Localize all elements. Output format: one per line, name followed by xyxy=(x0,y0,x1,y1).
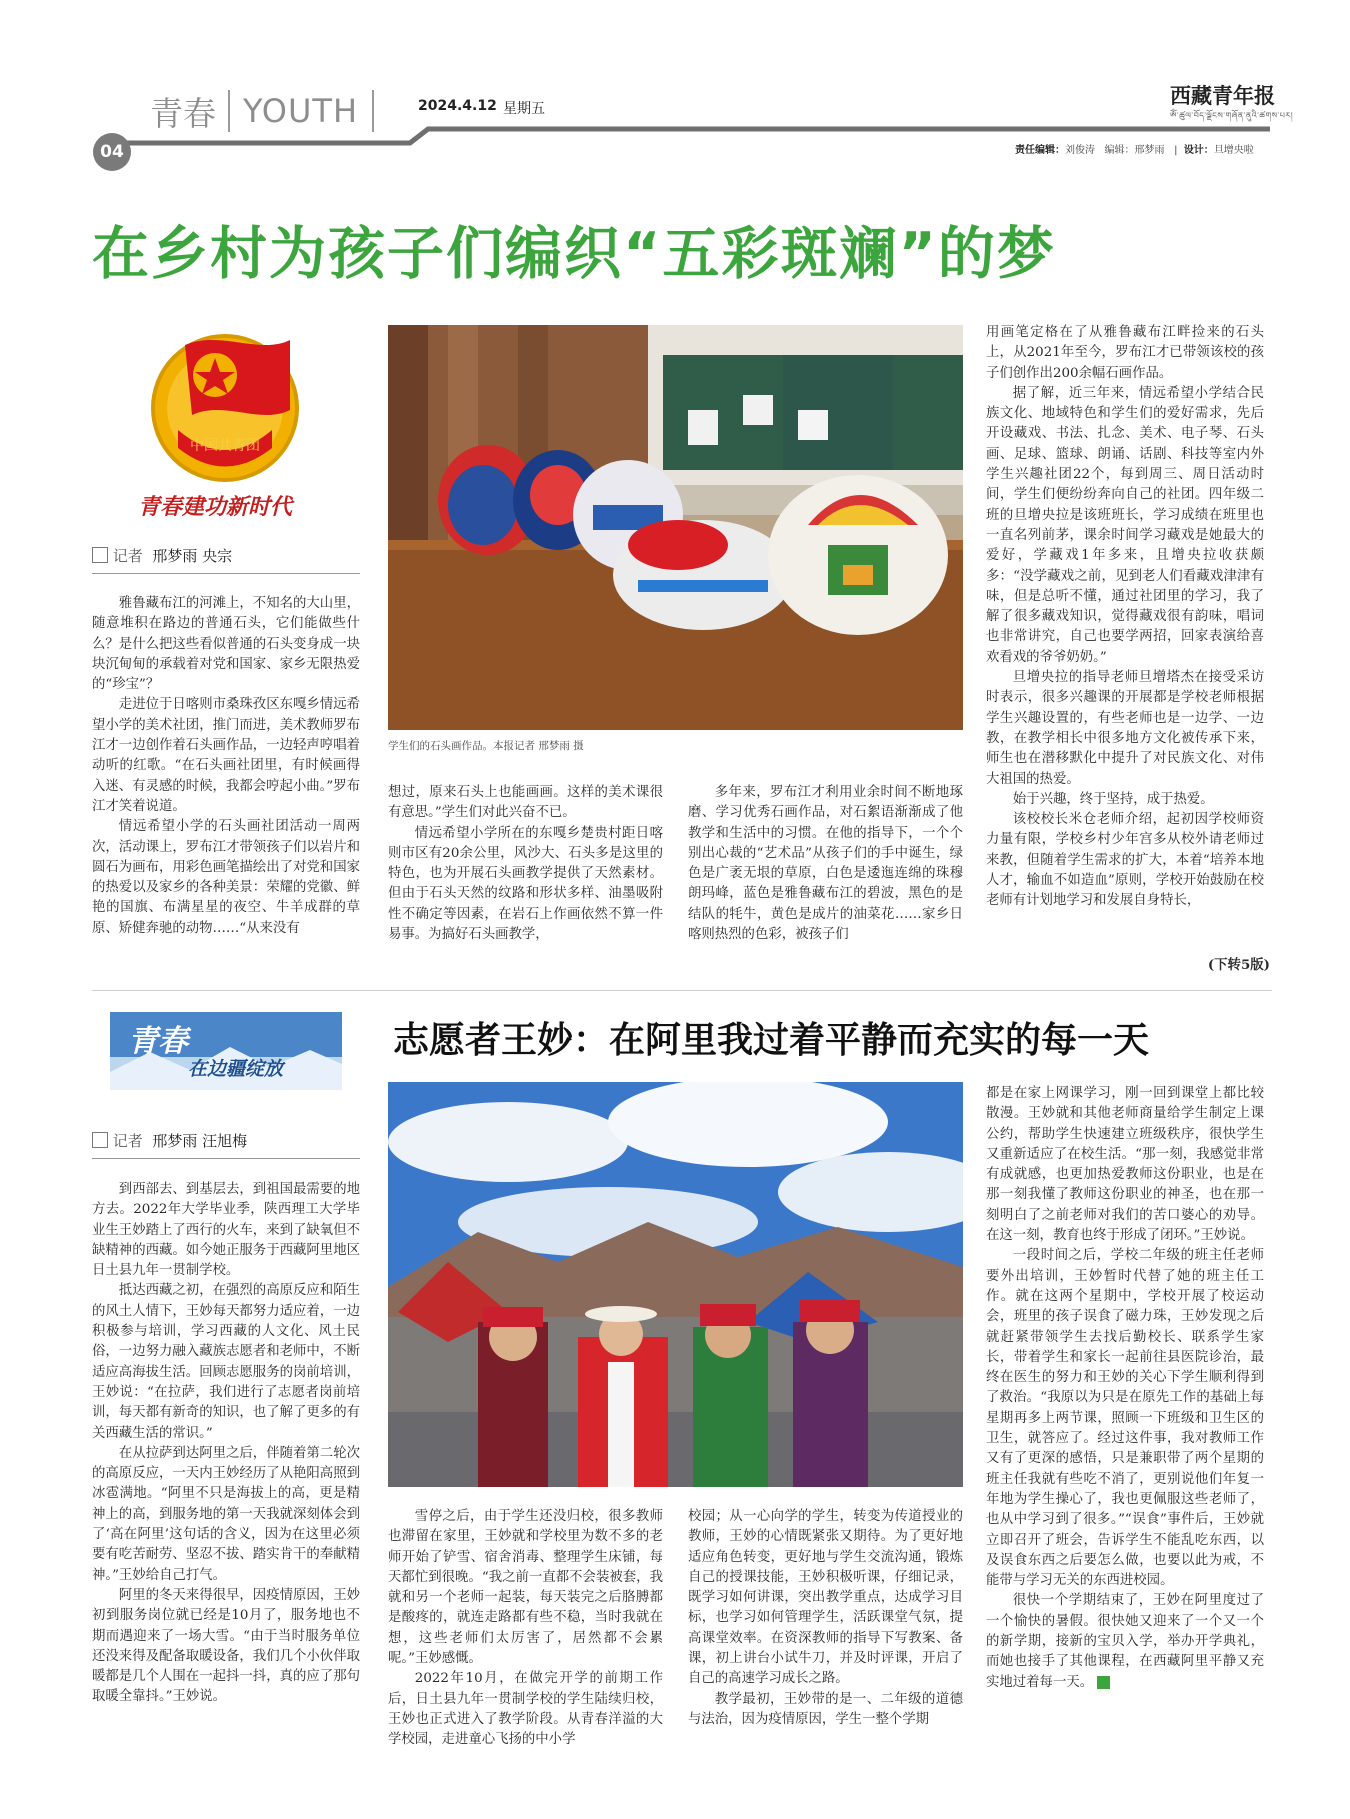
paragraph-text: 很快一个学期结束了，王妙在阿里度过了一个愉快的暑假。很快她又迎来了一个又一个的新学期，接新的宝贝入学，举办开学典礼，而她也接手了其他课程，在西藏阿里平静又充实地过着每一天。 xyxy=(986,1593,1264,1690)
paragraph: 走进位于日喀则市桑珠孜区东嘎乡情远希望小学的美术社团，推门而进，美术教师罗布江才一边创作着石头画作品，一边轻声哼唱着动听的红歌。“在石头画社团里，有时候画得入迷、有灵感的时候，我都会哼起小曲。”罗布江才笑着说道。 xyxy=(92,697,360,814)
editor-in-charge-label: 责任编辑： xyxy=(1015,145,1065,156)
photo-caption: 学生们的石头画作品。本报记者 邢梦雨 摄 xyxy=(388,740,584,752)
emblem-text: 中国共青团 xyxy=(190,438,260,454)
paragraph: 情远希望小学的石头画社团活动一周两次，活动课上，罗布江才带领孩子们以岩片和圆石为画布，用彩色画笔描绘出了对党和国家的热爱以及家乡的各种美景：荣耀的党徽、鲜艳的国旗、布满星星的夜空、牛羊成群的草原、矫健奔驰的动物……“从来没有 xyxy=(92,819,360,936)
paragraph: 教学最初，王妙带的是一、二年级的道德与法治，因为疫情原因，学生一整个学期 xyxy=(688,1691,963,1727)
painted-stones-image xyxy=(388,325,963,730)
paragraph: 该校校长米仓老师介绍，起初因学校师资力量有限，学校乡村少年宫多从校外请老师过来教，但随着学生需求的扩大，本着“培养本地人才，输血不如造血”原则，学校开始鼓励在校老师有计划地学习和发展自身特长， xyxy=(986,812,1264,909)
article1-byline xyxy=(92,545,360,566)
paragraph: 雅鲁藏布江的河滩上，不知名的大山里，随意堆积在路边的普通石头，它们能做些什么？是什么把这些看似普通的石头变身成一块块沉甸甸的承载着对党和国家、家乡无限热爱的“珍宝”？ xyxy=(92,596,360,693)
newspaper-name-tibetan: ༀ་ཚུལ་བོད་ལྗོངས་གཞོན་ནུའི་ཚགས་པར། xyxy=(1170,111,1294,120)
article1-column-2 xyxy=(388,783,663,978)
paragraph: 在从拉萨到达阿里之后，伴随着第二轮次的高原反应，一天内王妙经历了从艳阳高照到冰雹满地。“阿里不只是海拔上的高，更是精神上的高，到服务地的第一天我就深刻体会到了‘高在阿里’这句话的含义，因为在这里必须要有吃苦耐劳、坚忍不拔、踏实肯干的奉献精神。”王妙给自己打气。 xyxy=(92,1445,360,1583)
byline-rule xyxy=(92,573,360,574)
paragraph xyxy=(986,1591,1264,1692)
section-name: 青春 xyxy=(150,94,216,133)
paragraph: 都是在家上网课学习，刚一回到课堂上都比较散漫。王妙就和其他老师商量给学生制定上课公约，帮助学生快速建立班级秩序，很快学生又重新适应了在校生活。“那一刻，我感觉非常有成就感，也更加热爱教师这份职业，也是在那一刻我懂了教师这份职业的神圣，也在那一刻明白了之前老师对我们的苦口婆心的劝导。在这一刻，教育也终于形成了闭环。”王妙说。 xyxy=(986,1086,1264,1244)
banner-subtitle: 在边疆绽放 xyxy=(188,1058,284,1080)
paragraph: 校园；从一心向学的学生，转变为传道授业的教师，王妙的心情既紧张又期待。为了更好地适应角色转变，更好地与学生交流沟通，锻炼自己的授课技能，王妙积极听课，仔细记录，既学习如何讲课，突出教学重点，达成学习目标，也学习如何管理学生，活跃课堂气氛，提高课堂效率。在资深教师的指导下写教案、备课，初上讲台小试牛刀，并及时评课，开启了自己的高速学习成长之路。 xyxy=(688,1509,963,1687)
paragraph: 阿里的冬天来得很早，因疫情原因，王妙初到服务岗位就已经是10月了，服务地也不期而遇迎来了一场大雪。“由于当时服务单位还没来得及配备取暖设备，我们几个小伙伴取暖都是几个人围在一起抖一抖，真的应了那句取暖全靠抖。”王妙说。 xyxy=(92,1587,360,1705)
youth-league-emblem xyxy=(140,320,310,490)
article2-byline xyxy=(92,1130,360,1151)
byline-label: 记者 xyxy=(112,1132,143,1150)
banner-title: 青春 xyxy=(128,1024,188,1059)
pen-icon xyxy=(92,1132,108,1148)
designer-label: 设计： xyxy=(1183,145,1214,156)
section-divider xyxy=(92,990,1272,991)
paragraph: 情远希望小学所在的东嘎乡楚贵村距日喀则市区有20余公里，风沙大、石头多是这里的特色，也为开展石头画教学提供了天然素材。但由于石头天然的纹路和形状多样、油墨吸附性不确定等因素，在岩石上作画依然不算一件易事。为搞好石头画教学， xyxy=(388,825,663,943)
paragraph: 旦增央拉的指导老师旦增塔杰在接受采访时表示，很多兴趣课的开展都是学校老师根据学生兴趣设置的，有些老师也是一边学、一边教，在教学相长中很多地方文化被传承下来，师生也在潜移默化中提升了对民族文化、对伟大祖国的热爱。 xyxy=(986,670,1264,787)
byline-names: 邢梦雨 央宗 xyxy=(152,547,233,565)
paragraph: 到西部去、到基层去，到祖国最需要的地方去。2022年大学毕业季，陕西理工大学毕业生王妙踏上了西行的火车，来到了缺氧但不缺精神的西藏。如今她正服务于西藏阿里地区日土县九年一贯制学校。 xyxy=(92,1182,360,1279)
issue-date: 2024.4.12 xyxy=(418,98,497,114)
article2-column-3 xyxy=(688,1507,963,1755)
article2-column-1 xyxy=(92,1180,360,1755)
paragraph: 始于兴趣，终于坚持，成于热爱。 xyxy=(1012,791,1214,807)
newspaper-name: 西藏青年报 xyxy=(1170,83,1275,108)
pen-icon xyxy=(92,547,108,563)
end-mark-icon xyxy=(1097,1676,1110,1689)
article2-column-2 xyxy=(388,1507,663,1755)
byline-label: 记者 xyxy=(112,547,143,565)
issue-weekday: 星期五 xyxy=(503,101,545,117)
article2-headline: 志愿者王妙：在阿里我过着平静而充实的每一天 xyxy=(393,1019,1150,1061)
editor-in-charge: 刘俊涛 xyxy=(1065,145,1095,156)
article2-photo xyxy=(388,1082,963,1487)
article1-column-1 xyxy=(92,594,360,974)
continued-note: (下转5版) xyxy=(1207,957,1270,973)
designer: 旦增央啦 xyxy=(1213,145,1254,156)
byline-rule xyxy=(92,1158,360,1159)
article2-column-4 xyxy=(986,1084,1264,1754)
article1-headline: 在乡村为孩子们编织“五彩斑斓”的梦 xyxy=(92,221,1056,287)
paragraph: 一段时间之后，学校二年级的班主任老师要外出培训，王妙暂时代替了她的班主任工作。就在这两个星期中，学校开展了校运动会，班里的孩子误食了磁力珠，王妙发现之后就赶紧带领学生去找后勤校长、联系学生家长，带着学生和家长一起前往县医院诊治，最终在医生的努力和王妙的关心下学生顺利得到了救治。“我原以为只是在原先工作的基础上每星期再多上两节课，照顾一下班级和卫生区的卫生，就答应了。经过这件事，我对教师工作又有了更深的感悟，只是兼职带了两个星期的班主任我就有些吃不消了，更别说他们年复一年地为学生操心了，我也更佩服这些老师了，也从中学习到了很多。”“误食”事件后，王妙就立即召开了班会，告诉学生不能乱吃东西，以及误食东西之后要怎么做，也要以此为戒，不能带与学习无关的东西进校园。 xyxy=(986,1248,1264,1589)
page-number: 04 xyxy=(93,133,131,171)
paragraph: 抵达西藏之初，在强烈的高原反应和陌生的风土人情下，王妙每天都努力适应着，一边积极参与培训，学习西藏的人文化、风土民俗，一边努力融入藏族志愿者和老师中，不断适应高海拔生活。回顾志愿服务的岗前培训，王妙说：“在拉萨，我们进行了志愿者岗前培训，每天都有新奇的知识，也了解了更多的有关西藏生活的常识。” xyxy=(92,1283,360,1441)
article1-column-4 xyxy=(986,323,1264,953)
column-banner xyxy=(110,1012,342,1090)
paragraph: 用画笔定格在了从雅鲁藏布江畔捡来的石头上，从2021年至今，罗布江才已带领该校的孩子们创作出200余幅石画作品。 xyxy=(986,325,1264,381)
credits: 责任编辑：刘俊涛 编辑：邢梦雨 | 设计：旦增央啦 xyxy=(1015,145,1254,156)
volunteer-group-photo xyxy=(388,1082,963,1487)
paragraph: 2022年10月，在做完开学的前期工作后，日土县九年一贯制学校的学生陆续归校，王妙也正式进入了教学阶段。从青春洋溢的大学校园，走进童心飞扬的中小学 xyxy=(388,1671,663,1748)
paragraph: 想过，原来石头上也能画画。这样的美术课很有意思。”学生们对此兴奋不已。 xyxy=(388,785,663,821)
slogan: 青春建功新时代 xyxy=(138,494,293,520)
editor-label: 编辑： xyxy=(1104,145,1135,156)
paragraph: 多年来，罗布江才利用业余时间不断地琢磨、学习优秀石画作品，对石絮语渐渐成了他教学和生活中的习惯。在他的指导下，一个个别出心裁的“艺术品”从孩子们的手中诞生，绿色是广袤无垠的草原，白色是逶迤连绵的珠穆朗玛峰，蓝色是雅鲁藏布江的碧波，黑色的是结队的牦牛，黄色是成片的油菜花……家乡日喀则热烈的色彩，被孩子们 xyxy=(688,785,963,943)
paragraph: 雪停之后，由于学生还没归校，很多教师也滞留在家里，王妙就和学校里为数不多的老师开始了铲雪、宿舍消毒、整理学生床铺，每天都忙到很晚。“我之前一直都不会装被套，我就和另一个老师一起装，每天装完之后胳膊都是酸疼的，就连走路都有些不稳，当时我就在想，这些老师们太厉害了，居然都不会累呢。”王妙感慨。 xyxy=(388,1509,663,1667)
byline-names: 邢梦雨 汪旭梅 xyxy=(152,1132,248,1150)
editor: 邢梦雨 xyxy=(1134,145,1165,156)
section-name-en: YOUTH xyxy=(243,92,359,130)
article1-column-3 xyxy=(688,783,963,978)
paragraph: 据了解，近三年来，情远希望小学结合民族文化、地域特色和学生们的爱好需求，先后开设藏戏、书法、扎念、美术、电子琴、石头画、足球、篮球、朗诵、话剧、科技等室内外学生兴趣社团22个，每到周三、周日活动时间，学生们便纷纷奔向自己的社团。四年级二班的旦增央拉是该班班长，学习成绩在班里也一直名列前茅，课余时间学习藏戏是她最大的爱好，学藏戏1年多来，且增央拉收获颇多：“没学藏戏之前，见到老人们看藏戏津津有味，但是总听不懂，通过社团里的学习，我了解了很多藏戏知识，觉得藏戏很有韵味，唱词也非常讲究，自己也要学两招，回家表演给喜欢看戏的爷爷奶奶。” xyxy=(986,385,1264,665)
article1-photo xyxy=(388,325,963,730)
